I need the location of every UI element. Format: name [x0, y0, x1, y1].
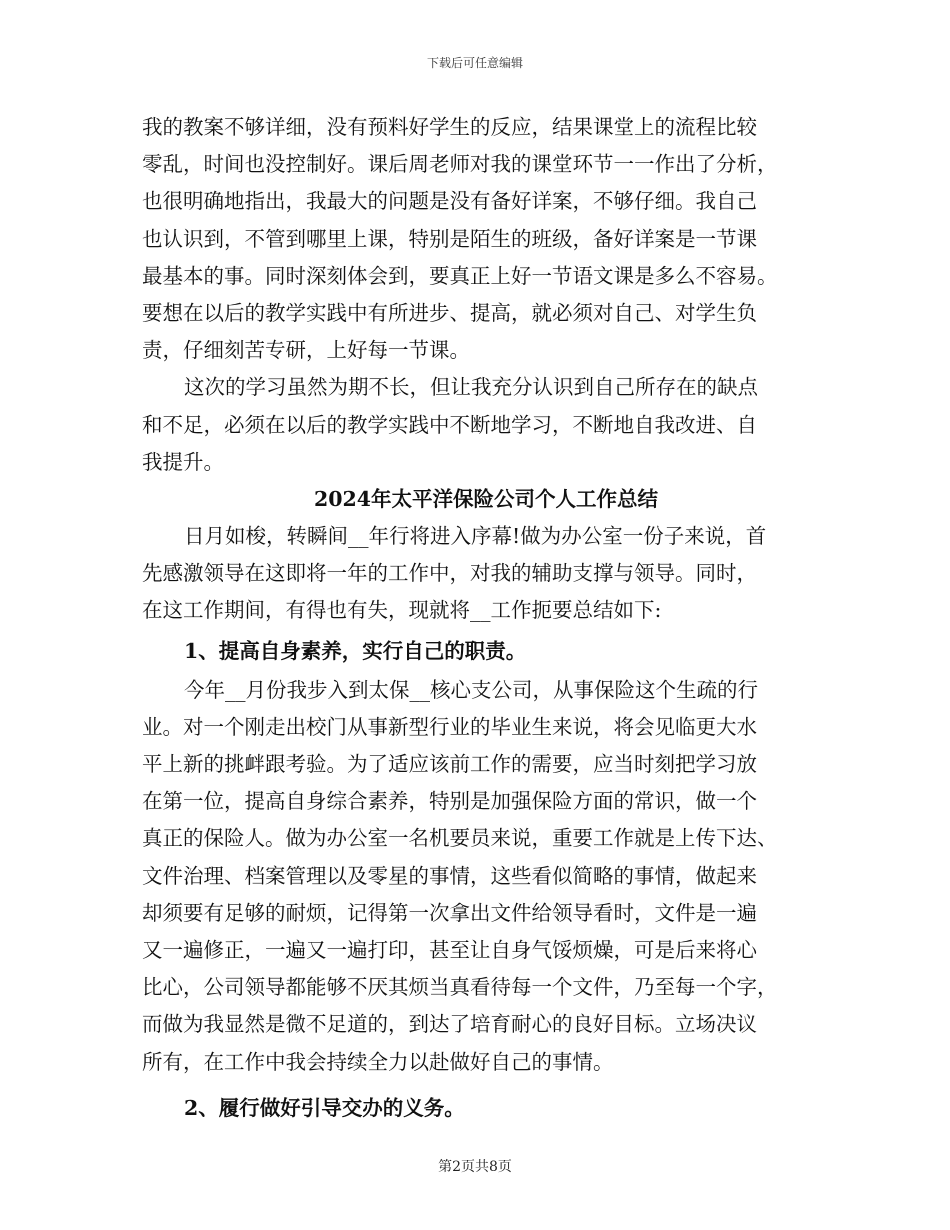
text-line: 也很明确地指出，我最大的问题是没有备好详案，不够仔细。我自己 [142, 189, 757, 214]
text-line: 零乱，时间也没控制好。课后周老师对我的课堂环节一一作出了分析， [142, 152, 778, 177]
text-line: 也认识到，不管到哪里上课，特别是陌生的班级，备好详案是一节课 [142, 226, 757, 251]
paragraph-3 [142, 518, 810, 630]
page-header: 下载后可任意编辑 [426, 56, 523, 70]
text-line: 先感激领导在这即将一年的工作中，对我的辅助支撑与领导。同时， [142, 561, 757, 586]
text-line: 比心，公司领导都能够不厌其烦当真看待每一个文件，乃至每一个字， [142, 975, 778, 1000]
text-line: 在这工作期间，有得也有失，现就将__工作扼要总结如下: [142, 598, 662, 623]
text-line: 和不足，必须在以后的教学实践中不断地学习，不断地自我改进、自 [142, 412, 757, 437]
text-line: 所有，在工作中我会持续全力以赴做好自己的事情。 [142, 1049, 614, 1074]
text-line: 责，仔细刻苦专研，上好每一节课。 [142, 338, 470, 363]
text-line: 而做为我显然是微不足道的，到达了培育耐心的良好目标。立场决议 [142, 1012, 757, 1037]
text-line: 我提升。 [142, 449, 224, 474]
paragraph-1 [142, 109, 810, 369]
document-body [142, 109, 810, 1129]
text-line: 业。对一个刚走出校门从事新型行业的毕业生来说，将会见临更大水 [142, 714, 757, 739]
paragraph-2 [142, 369, 810, 481]
subheading-1: 1、提高自身素养，实行自己的职责。 [184, 638, 527, 663]
paragraph-4 [142, 672, 810, 1081]
text-line: 最基本的事。同时深刻体会到，要真正上好一节语文课是多么不容易。 [142, 263, 778, 288]
text-line: 又一遍修正，一遍又一遍打印，甚至让自身气馁烦燥，可是后来将心 [142, 937, 757, 962]
subheading-2: 2、履行做好引导交办的义务。 [184, 1095, 465, 1120]
text-line: 却须要有足够的耐烦，记得第一次拿出文件给领导看时，文件是一遍 [142, 900, 757, 925]
text-line: 今年__月份我步入到太保__核心支公司，从事保险这个生疏的行 [184, 677, 758, 702]
text-line: 文件治理、档案管理以及零星的事情，这些看似简略的事情，做起来 [142, 863, 757, 888]
text-line: 我的教案不够详细，没有预料好学生的反应，结果课堂上的流程比较 [142, 115, 757, 139]
text-line: 在第一位，提高自身综合素养，特别是加强保险方面的常识，做一个 [142, 789, 757, 814]
page-footer: 第2页共8页 [438, 1159, 512, 1175]
text-line: 平上新的挑衅跟考验。为了适应该前工作的需要，应当时刻把学习放 [142, 752, 757, 776]
text-line: 这次的学习虽然为期不长，但让我充分认识到自己所存在的缺点 [184, 375, 758, 400]
section-title: 2024年太平洋保险公司个人工作总结 [313, 486, 659, 511]
text-line: 要想在以后的教学实践中有所进步、提高，就必须对自己、对学生负 [142, 300, 757, 325]
text-line: 日月如梭，转瞬间__年行将进入序幕!做为办公室一份子来说，首 [184, 524, 767, 549]
text-line: 真正的保险人。做为办公室一名机要员来说，重要工作就是上传下达、 [142, 826, 778, 851]
